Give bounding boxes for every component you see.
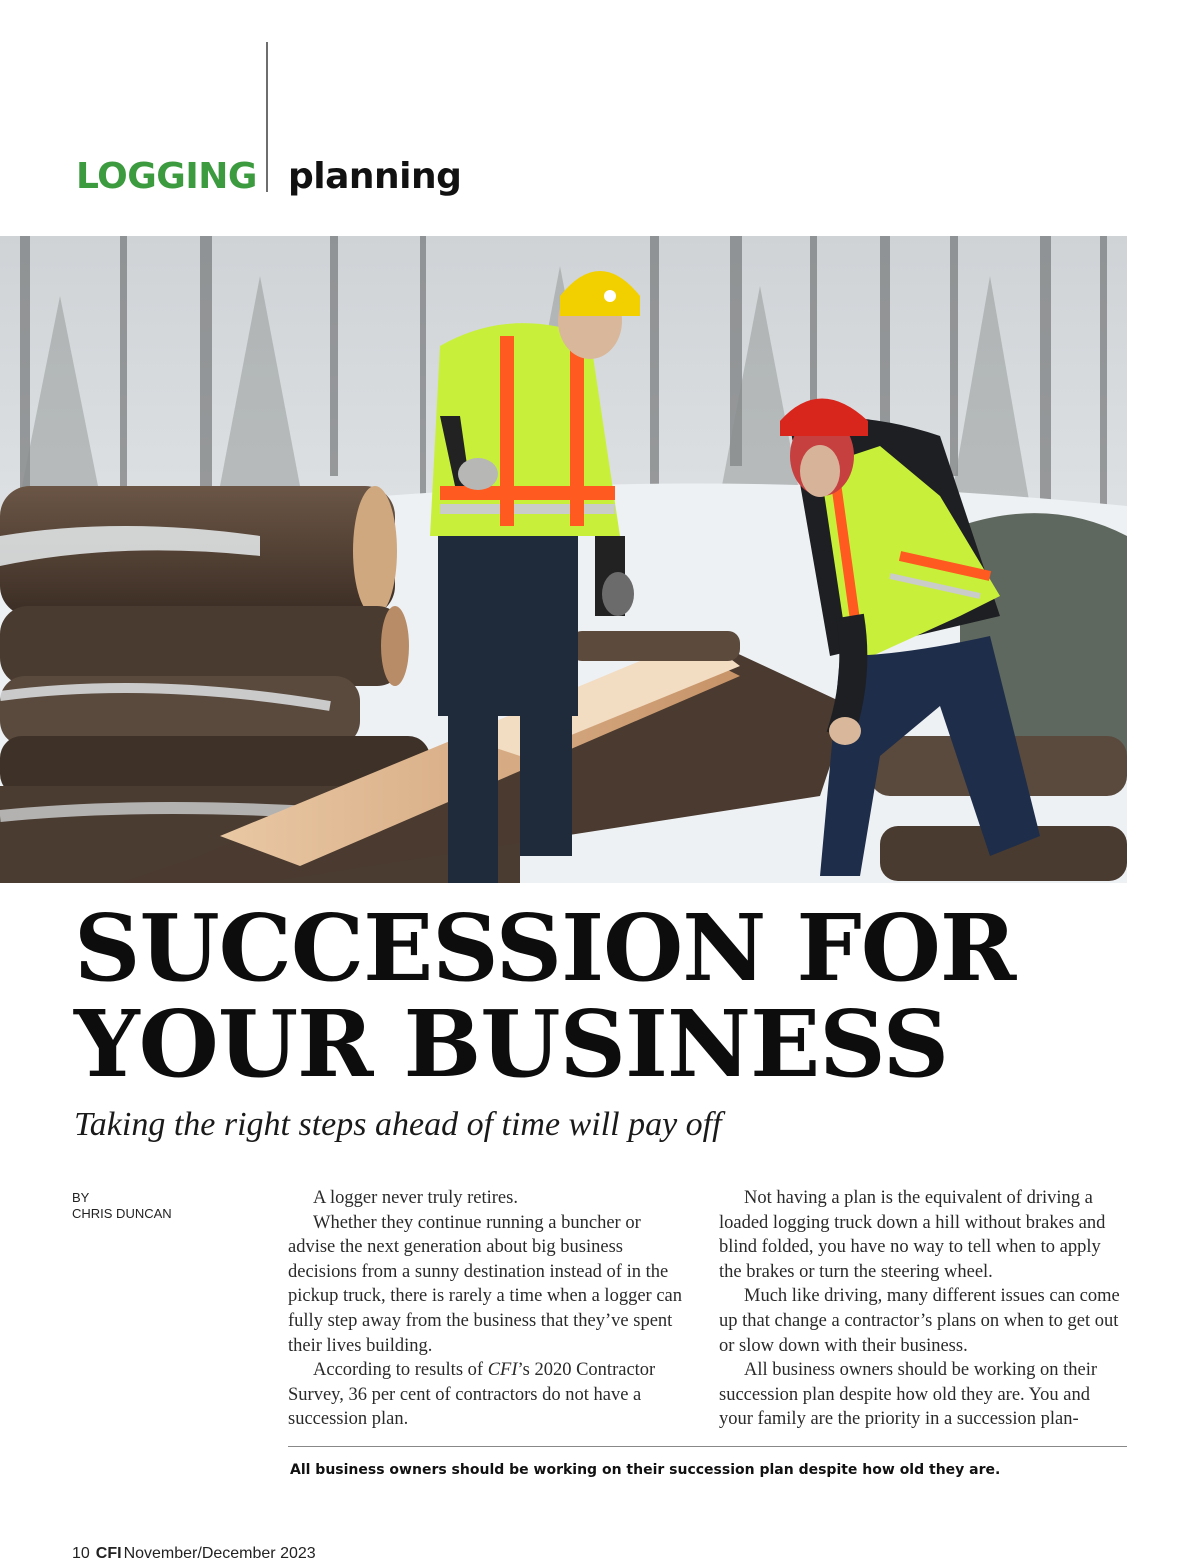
issue-date: November/December 2023 — [123, 1545, 316, 1562]
caption-divider — [288, 1446, 1127, 1447]
paragraph — [288, 1358, 692, 1432]
text-run: ’s 2020 Contractor Survey, 36 per cent of contractors do not have a succession plan. — [288, 1360, 656, 1430]
subsection-label: planning — [288, 156, 462, 197]
headline-line-2: YOUR BUSINESS — [74, 990, 949, 1098]
publication-name: CFI — [487, 1360, 518, 1381]
byline-by: BY — [72, 1190, 90, 1205]
deck-subtitle: Taking the right steps ahead of time will pay off — [74, 1106, 722, 1143]
body-column-1 — [288, 1186, 692, 1432]
page-number: 10 — [72, 1545, 90, 1562]
section-divider — [266, 42, 268, 192]
paragraph: A logger never truly retires. — [313, 1188, 518, 1208]
feature-photo — [0, 236, 1127, 883]
paragraph: All business owners should be working on their succession plan despite how old they are. You and your family are the priority in a succession plan- — [719, 1360, 1098, 1430]
section-label: LOGGING — [76, 156, 257, 197]
headline — [74, 894, 1174, 1098]
paragraph: Much like driving, many different issues can come up that change a contractor’s plans on when to get out or slow down with their business. — [719, 1286, 1120, 1356]
paragraph: Whether they continue running a buncher or advise the next generation about big business decisions from a sunny destination instead of in the pickup truck, there is rarely a time when a logger can fully step away from the business that they’ve spent their lives building. — [288, 1212, 682, 1356]
publication-logo: CFI — [95, 1545, 122, 1562]
headline-line-1: SUCCESSION FOR — [74, 894, 1016, 1002]
byline — [72, 1190, 172, 1222]
byline-author: CHRIS DUNCAN — [72, 1206, 172, 1221]
text-run: According to results of — [313, 1360, 488, 1381]
paragraph: Not having a plan is the equivalent of driving a loaded logging truck down a hill without brakes and blind folded, you have no way to tell when to apply the brakes or turn the steering wheel. — [719, 1188, 1106, 1282]
page-footer — [72, 1545, 316, 1563]
body-column-2 — [719, 1186, 1123, 1432]
photo-caption: All business owners should be working on their succession plan despite how old they are. — [290, 1462, 1001, 1478]
